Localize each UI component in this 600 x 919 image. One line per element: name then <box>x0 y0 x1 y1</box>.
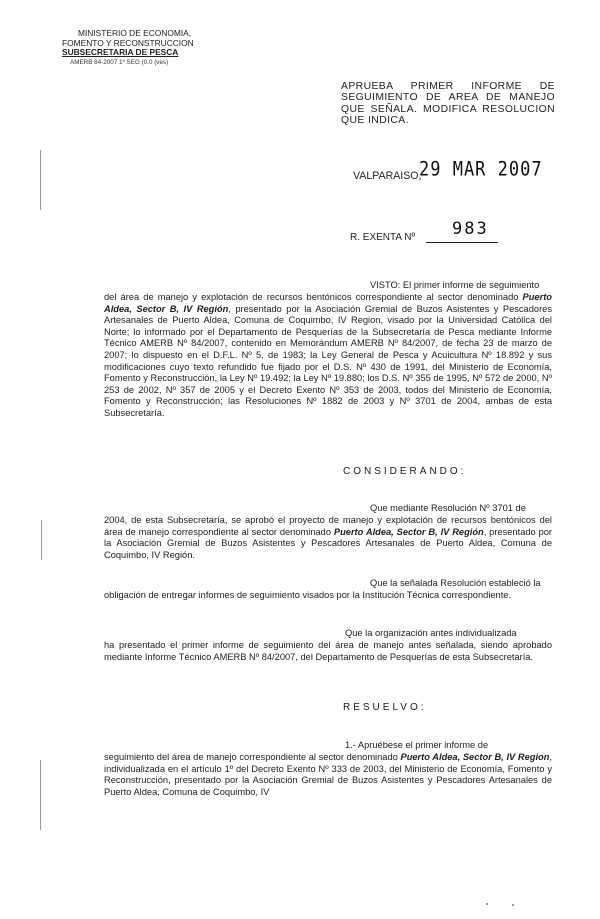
scan-speck <box>512 904 514 906</box>
header-reference: AMERB 84-2007 1º SEG (0.0 (ves) <box>70 58 169 66</box>
resuelvo-heading: RESUELVO: <box>343 702 427 713</box>
considerando-2-body: obligación de entregar informes de seguimiento visados por la Institución Técnica correspondiente. <box>104 590 512 600</box>
scan-speck <box>486 903 488 905</box>
considerando-3-lead: Que la organización antes individualizada <box>345 628 517 638</box>
considerando-1-lead: Que mediante Resolución Nº 3701 de <box>370 503 526 513</box>
visto-lead: VISTO: El primer informe de seguimiento <box>370 280 540 290</box>
scan-margin-mark <box>40 150 41 210</box>
resolution-subject: APRUEBA PRIMER INFORME DE SEGUIMIENTO DE AREA DE MANEJO QUE SEÑALA. MODIFICA RESOLUCION QUE INDICA. <box>341 81 555 127</box>
visto-text-1: del área de manejo y explotación de recursos bentónicos correspondiente al sector denominado <box>104 292 523 302</box>
header-ministry: MINISTERIO DE ECONOMIA, <box>78 28 192 38</box>
place-label: VALPARAISO, <box>353 170 422 182</box>
resuelvo-1-text-2: , individualizada en el artículo 1º del Decreto Exento Nº 333 de 2003, del Ministerio de Economía, Fomento y Reconstrucción, presentado por la Asociación Gremial de Buzos Asistentes y Pescadores Artesanales de Puerto Aldea, Comuna de Coquimbo, IV <box>104 752 553 797</box>
date-stamp: 29 MAR 2007 <box>419 158 543 181</box>
header-subsecretaria: SUBSECRETARIA DE PESCA <box>62 47 179 57</box>
resuelvo-1-text-1: seguimiento del área de manejo correspondiente al sector denominado <box>104 752 401 762</box>
scan-margin-mark <box>40 760 41 830</box>
considerando-3-body: ha presentado el primer informe de seguimiento del área de manejo antes señalada, siendo aprobado mediante Informe Técnico AMERB Nº 84/2007, del Departamento de Pesquerías de esta Subsecretaría. <box>104 640 552 662</box>
considerando-1-text-1: 2004, de esta Subsecretaría, se aprobó el proyecto de manejo y explotación de recursos bentónicos del área de manejo correspondiente al sector denominado <box>104 515 552 537</box>
considerando-heading: CONSIDERANDO: <box>343 466 467 477</box>
visto-body <box>104 292 552 420</box>
considerando-1-sector-name: Puerto Aldea, Sector B, IV Región <box>333 526 484 537</box>
scan-margin-mark <box>41 520 42 560</box>
visto-text-2: , presentado por la Asociación Gremial de Buzos Asistentes y Pescadores Artesanales de Puerto Aldea, Comuna de Coquimbo, IV Region, visado por la Universidad Católica del Norte; lo informado por el Departamento de Pesquerías de la Subsecretaría de Pesca mediante Informe Técnico AMERB Nº 84/2007, contenido en Memorándum AMERB Nº 84/2007, de fecha 23 de marzo de 2007; lo dispuesto en el D.F.L. Nº 5, de 1983; la Ley General de Pesca y Acuicultura Nº 18.892 y sus modificaciones cuyo texto refundido fue fijado por el D.S. Nº 430 de 1991, del Ministerio de Economía, Fomento y Reconstrucción, la Ley Nº 19.492; la Ley Nº 19.880; los D.S. Nº 355 de 1995, Nº 572 de 2000, Nº 253 de 2002, Nº 357 de 2005 y el Decreto Exento Nº 353 de 2003, todos del Ministerio de Economía, Fomento y Reconstrucción; las Resoluciones Nº 1882 de 2003 y Nº 3701 de 2004, ambas de esta Subsecretaría. <box>104 303 552 418</box>
considerando-1-text-2: , presentado por la Asociación Gremial de Buzos Asistentes y Pescadores Artesanales de Puerto Aldea, Comuna de Coquimbo, IV Región. <box>104 526 553 560</box>
resuelvo-1-body <box>104 752 552 798</box>
resolution-number-underline <box>426 242 498 243</box>
resuelvo-1-sector-name: Puerto Aldea, Sector B, IV Region <box>400 752 550 762</box>
resuelvo-1-lead: 1.- Apruébese el primer informe de <box>345 740 489 750</box>
header-ministry-2: FOMENTO Y RECONSTRUCCION <box>62 37 194 48</box>
issuer-header <box>62 29 242 67</box>
resolution-label: R. EXENTA Nº <box>350 232 416 243</box>
considerando-2-lead: Que la señalada Resolución estableció la <box>370 578 541 588</box>
considerando-1-body <box>104 515 552 561</box>
resolution-number: 983 <box>452 219 489 239</box>
visto-sector-name: Puerto Aldea, Sector B, IV Región <box>104 292 552 314</box>
